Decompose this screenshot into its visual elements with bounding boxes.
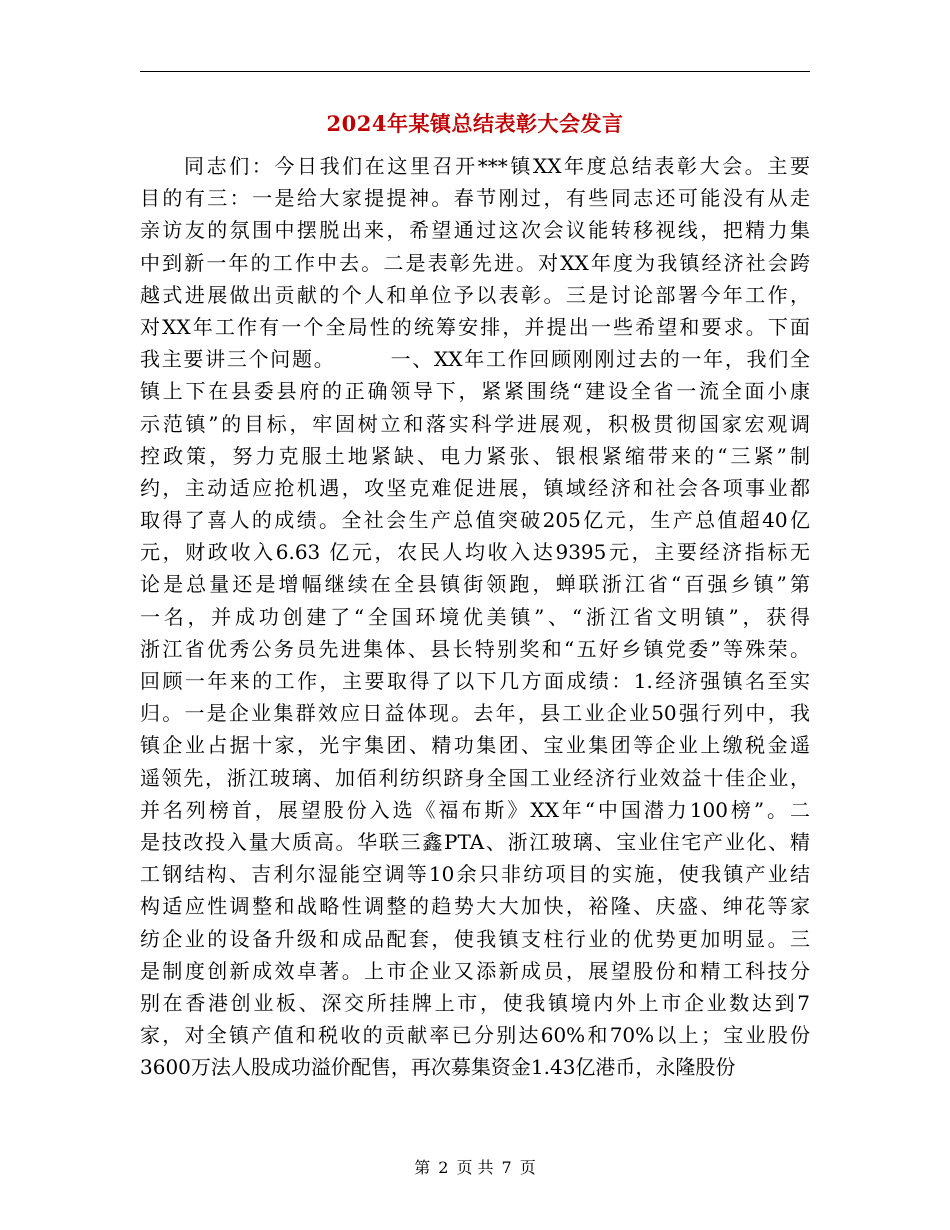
footer-suffix: 页: [519, 1158, 536, 1177]
body-line: 归。一是企业集群效应日益体现。去年，县工业企业50强行列中，我: [140, 701, 810, 726]
body-line: 控政策，努力克服土地紧缺、电力紧张、银根紧缩带来的“三紧”制: [140, 443, 810, 468]
body-line: 对XX年工作有一个全局性的统筹安排，并提出一些希望和要求。下面: [140, 314, 810, 339]
body-line: 镇上下在县委县府的正确领导下，紧紧围绕“建设全省一流全面小康: [140, 379, 810, 404]
body-line: 回顾一年来的工作，主要取得了以下几方面成绩：1.经济强镇名至实: [140, 669, 810, 693]
body-line: 家，对全镇产值和税收的贡献率已分别达60%和70%以上；宝业股份: [140, 1023, 810, 1048]
page-title: 2024年某镇总结表彰大会发言: [326, 111, 624, 136]
body-line: 同志们：今日我们在这里召开***镇XX年度总结表彰大会。主要: [184, 154, 810, 178]
body-line: 3600万法人股成功溢价配售，再次募集资金1.43亿港币，永隆股份: [140, 1055, 736, 1080]
body-text: [140, 150, 810, 1083]
body-line: 中到新一年的工作中去。二是表彰先进。对XX年度为我镇经济社会跨: [140, 250, 810, 275]
body-line: 是制度创新成效卓著。上市企业又添新成员，展望股份和精工科技分: [140, 958, 810, 983]
body-line: 是技改投入量大质高。华联三鑫PTA、浙江玻璃、宝业住宅产业化、精: [140, 829, 810, 854]
body-line: 工钢结构、吉利尔湿能空调等10余只非纺项目的实施，使我镇产业结: [140, 862, 810, 887]
footer-current-page: 2: [438, 1158, 449, 1177]
body-line: 亲访友的氛围中摆脱出来，希望通过这次会议能转移视线，把精力集: [140, 218, 810, 243]
body-line: 约，主动适应抢机遇，攻坚克难促进展，镇域经济和社会各项事业都: [140, 475, 810, 500]
body-line: 示范镇”的目标，牢固树立和落实科学进展观，积极贯彻国家宏观调: [140, 411, 810, 436]
body-line: 镇企业占据十家，光宇集团、精功集团、宝业集团等企业上缴税金遥: [140, 733, 810, 758]
header-rule: [140, 71, 810, 72]
body-line: 构适应性调整和战略性调整的趋势大大加快，裕隆、庆盛、绅花等家: [140, 894, 810, 919]
footer-prefix: 第: [414, 1158, 431, 1177]
body-line: 元，财政收入6.63 亿元，农民人均收入达9395元，主要经济指标无: [140, 540, 810, 565]
page-footer: [0, 1155, 950, 1178]
body-line: 越式进展做出贡献的个人和单位予以表彰。三是讨论部署今年工作，: [140, 282, 810, 307]
body-line: 一名，并成功创建了“全国环境优美镇”、“浙江省文明镇”，获得: [140, 604, 810, 629]
body-line: 取得了喜人的成绩。全社会生产总值突破205亿元，生产总值超40亿: [140, 508, 810, 533]
footer-middle: 页 共: [456, 1158, 494, 1177]
body-line: 遥领先，浙江玻璃、加佰利纺织跻身全国工业经济行业效益十佳企业，: [140, 765, 810, 790]
footer-total-pages: 7: [501, 1158, 512, 1177]
body-line: 我主要讲三个问题。 一、XX年工作回顾刚刚过去的一年，我们全: [140, 347, 810, 372]
body-line: 别在香港创业板、深交所挂牌上市，使我镇境内外上市企业数达到7: [140, 990, 810, 1015]
body-line: 并名列榜首，展望股份入选《福布斯》XX年“中国潜力100榜”。二: [140, 797, 810, 822]
body-line: 浙江省优秀公务员先进集体、县长特别奖和“五好乡镇党委”等殊荣。: [140, 636, 810, 661]
body-line: 目的有三：一是给大家提提神。春节刚过，有些同志还可能没有从走: [140, 186, 810, 211]
body-line: 纺企业的设备升级和成品配套，使我镇支柱行业的优势更加明显。三: [140, 926, 810, 951]
body-line: 论是总量还是增幅继续在全县镇街领跑，蝉联浙江省“百强乡镇”第: [140, 572, 810, 597]
